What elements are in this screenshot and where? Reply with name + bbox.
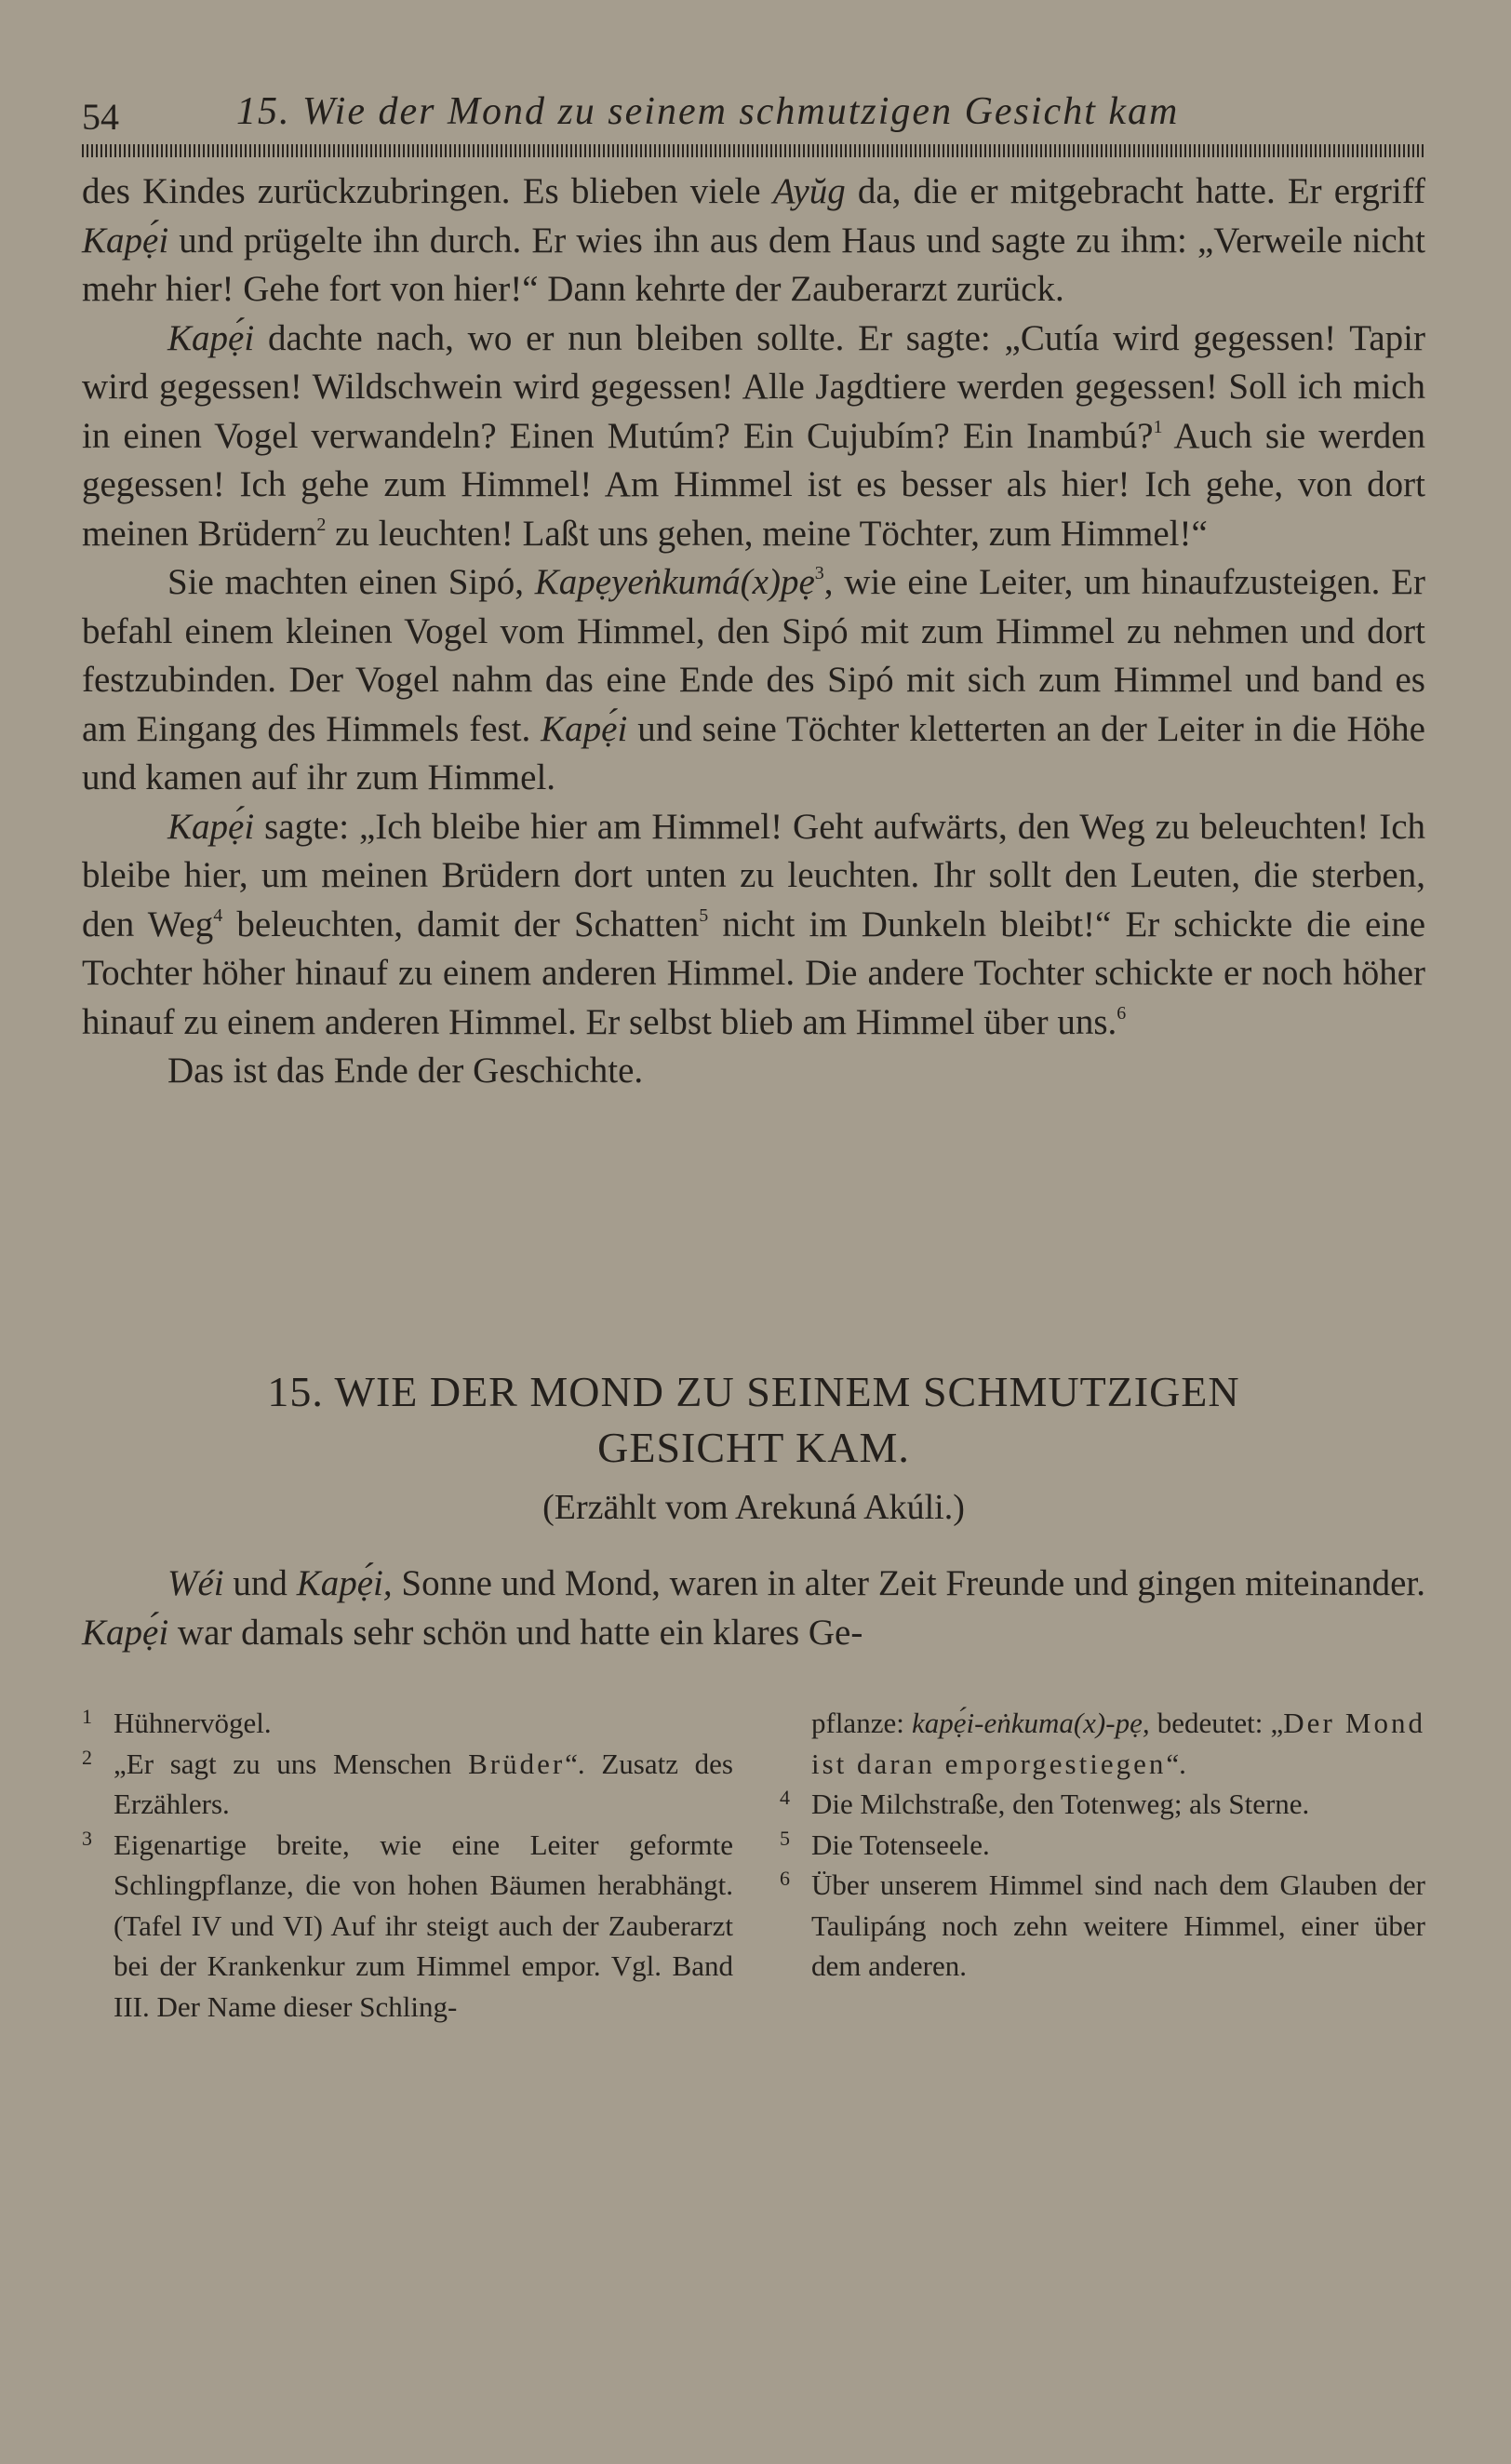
story-text [82, 167, 1425, 1096]
footnote-ref-4: 4 [213, 904, 223, 926]
footnote-5: 5 Die Totenseele. [780, 1826, 990, 1861]
page-number: 54 [82, 96, 119, 138]
chapter-paragraph-1: Wéi und Kapẹ́i, Sonne und Mond, waren in alter Zeit Freunde und gingen miteinander. Kapẹ́i war damals sehr schön und hatte ein klares Ge- [82, 1563, 1426, 1653]
footnote-3-continued: pflanze: kapẹ́i-eṅkuma(x)-pẹ, bedeutet: „Der Mond ist daran emporgestiegen“. [811, 1707, 1425, 1780]
paragraph-5: Das ist das Ende der Geschichte. [167, 1051, 644, 1091]
paragraph-4: Kapẹ́i sagte: „Ich bleibe hier am Himmel! Geht aufwärts, den Weg zu beleuchten! Ich bleibe hier, um meinen Brüdern dort unten zu leuchten. Ihr sollt den Leuten, die sterben, den Weg$^4$ beleuchten, damit der Schatten$^5$ nicht im Dunkeln bleibt!“ Er schickte die eine Tochter höher hinauf zu einem anderen Himmel. Die andere Tochter schickte er noch höher hinauf zu einem anderen Himmel. Er selbst blieb am Himmel über uns.$^6$ [82, 806, 1425, 1042]
footnote-ref-6: 6 [1117, 1002, 1127, 1024]
name-sipo: Kapẹyeṅkumá(x)pẹ [534, 562, 815, 602]
footnotes-right [780, 1703, 1425, 1987]
narrator-line: (Erzählt vom Arekuná Akúli.) [542, 1488, 965, 1527]
name-kapei: Kapẹ́i [167, 317, 255, 358]
name-kapei: Kapẹ́i [541, 708, 628, 749]
footnote-2: 2 „Er sagt zu uns Menschen Brüder“. Zusatz des Erzählers. [82, 1745, 733, 1820]
footnote-ref-1: 1 [1153, 416, 1163, 437]
page-header [82, 89, 1425, 145]
footnote-3: 3 Eigenartige breite, wie eine Leiter geformte Schlingpflanze, die von hohen Bäumen herabhängt. (Tafel IV und VI) Auf ihr steigt auch der Zauberarzt bei der Krankenkur zum Himmel empor. Vgl. Band III. Der Name dieser Schling- [82, 1826, 733, 2023]
footnote-ref-3: 3 [814, 563, 824, 583]
name-kapei: Kapẹ́i [82, 220, 169, 261]
chapter-text [82, 1560, 1425, 1657]
name-ayug: Ayŭg [772, 171, 846, 211]
name-kapei: Kapẹ́i [167, 806, 255, 847]
footnote-ref-5: 5 [699, 904, 709, 926]
paragraph-1: des Kindes zurückzubringen. Es blieben viele Ayŭg da, die er mitgebracht hatte. Er ergriff Kapẹ́i und prügelte ihn durch. Er wies ihn aus dem Haus und sagte zu ihm: „Verweile nicht mehr hier! Gehe fort von hier!“ Dann kehrte der Zauberarzt zurück. [82, 171, 1425, 309]
footnote-6: 6 Über unserem Himmel sind nach dem Glauben der Taulipáng noch zehn weitere Himmel, einer über dem anderen. [780, 1867, 1425, 1982]
footnotes-left [82, 1703, 733, 2027]
name-kapei: Kapẹ́i, [296, 1563, 393, 1603]
running-title: 15. Wie der Mond zu seinem schmutzigen Gesicht kam [236, 90, 1180, 133]
paragraph-3: Sie machten einen Sipó, Kapẹyeṅkumá(x)pẹ$^3$, wie eine Leiter, um hinaufzusteigen. Er befahl einem kleinen Vogel vom Himmel, den Sipó mit zum Himmel zu nehmen und dort festzubinden. Der Vogel nahm das eine Ende des Sipó mit sich zum Himmel und band es am Eingang des Himmels fest. Kapẹ́i und seine Töchter kletterten an der Leiter in die Höhe und kamen auf ihr zum Himmel. [82, 562, 1425, 797]
header-rule [82, 144, 1425, 157]
name-kapei: Kapẹ́i [82, 1612, 169, 1653]
chapter-title: 15. WIE DER MOND ZU SEINEM SCHMUTZIGEN GESICHT KAM. [267, 1368, 1240, 1471]
footnote-ref-2: 2 [316, 514, 327, 535]
paragraph-2: Kapẹ́i dachte nach, wo er nun bleiben sollte. Er sagte: „Cutía wird gegessen! Tapir wird gegessen! Wildschwein wird gegessen! Alle Jagdtiere werden gegessen! Soll ich mich in einen Vogel verwandeln? Einen Mutúm? Ein Cujubím? Ein Inambú?$^1$ Auch sie werden gegessen! Ich gehe zum Himmel! Am Himmel ist es besser als hier! Ich gehe, von dort meinen Brüdern$^2$ zu leuchten! Laßt uns gehen, meine Töchter, zum Himmel!“ [82, 317, 1425, 554]
footnote-4: 4 Die Milchstraße, den Totenweg; als Sterne. [780, 1786, 1310, 1820]
footnote-1: 1 Hühnervögel. [82, 1705, 272, 1739]
name-wei: Wéi [167, 1563, 224, 1603]
